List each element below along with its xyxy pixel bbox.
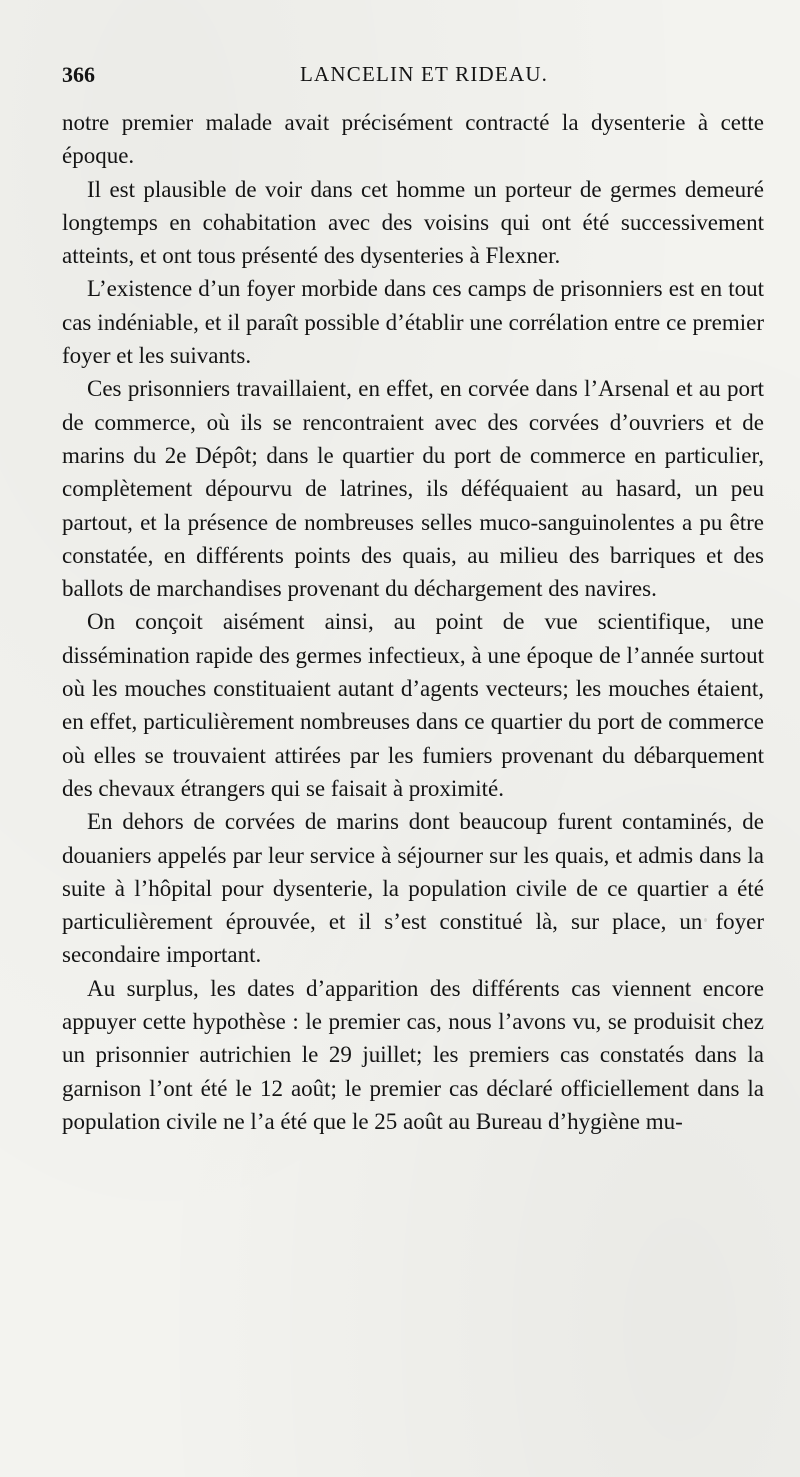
paragraph-fly-vectors: On conçoit aisément ainsi, au point de vue scientifique, une dissémination rapide des germes infectieux, à une époque de l’année surtout où les mouches constituaient autant d’agents vecteurs; les mouches étaient, en effet, particulièrement nombreuses dans ce quartier du port de commerce où elles se trouvaient attirées par les fumiers provenant du débarquement des chevaux étrangers qui se faisait à proximité. <box>62 609 764 801</box>
running-head <box>62 62 762 96</box>
scan-speck <box>704 918 707 922</box>
body-text <box>62 106 764 1138</box>
paragraph-continuation: notre premier malade avait précisément contracté la dysenterie à cette époque. <box>62 110 764 169</box>
running-title: LANCELIN ET RIDEAU. <box>300 62 549 86</box>
scan-speck <box>430 690 433 693</box>
paragraph-case-dates: Au surplus, les dates d’apparition des différents cas viennent encore appuyer cette hypothèse : le premier cas, nous l’avons vu, se produisit chez un prisonnier autrichien le 29 juillet; les premiers cas constatés dans la garnison l’ont été le 12 août; le premier cas déclaré officiellement dans la population civile ne l’a été que le 25 août au Bureau d’hygiène mu- <box>62 975 764 1134</box>
paragraph-port-labor: Ces prisonniers travaillaient, en effet, en corvée dans l’Arsenal et au port de commerce, où ils se rencontraient avec des corvées d’ouvriers et de marins du 2e Dépôt; dans le quartier du port de commerce en particulier, complètement dépourvu de latrines, ils déféquaient au hasard, un peu partout, et la présence de nombreuses selles muco-sanguinolentes a pu être constatée, en différents points des quais, au milieu des barriques et des ballots de marchandises provenant du déchargement des navires. <box>62 376 764 602</box>
paragraph-prison-camp-focus: L’existence d’un foyer morbide dans ces camps de prisonniers est en tout cas indéniable, et il paraît possible d’établir une corrélation entre ce premier foyer et les suivants. <box>62 276 764 369</box>
paragraph-secondary-focus: En dehors de corvées de marins dont beaucoup furent contaminés, de douaniers appelés par leur service à séjourner sur les quais, et admis dans la suite à l’hôpital pour dysenterie, la population civile de ce quartier a été particulièrement éprouvée, et il s’est constitué là, sur place, un foyer secondaire important. <box>62 809 764 968</box>
page-number: 366 <box>62 62 95 87</box>
scan-speck <box>758 384 762 387</box>
paragraph-carrier-hypothesis: Il est plausible de voir dans cet homme un porteur de germes demeuré longtemps en cohabitation avec des voisins qui ont été successivement atteints, et ont tous présenté des dysenteries à Flexner. <box>62 176 764 269</box>
